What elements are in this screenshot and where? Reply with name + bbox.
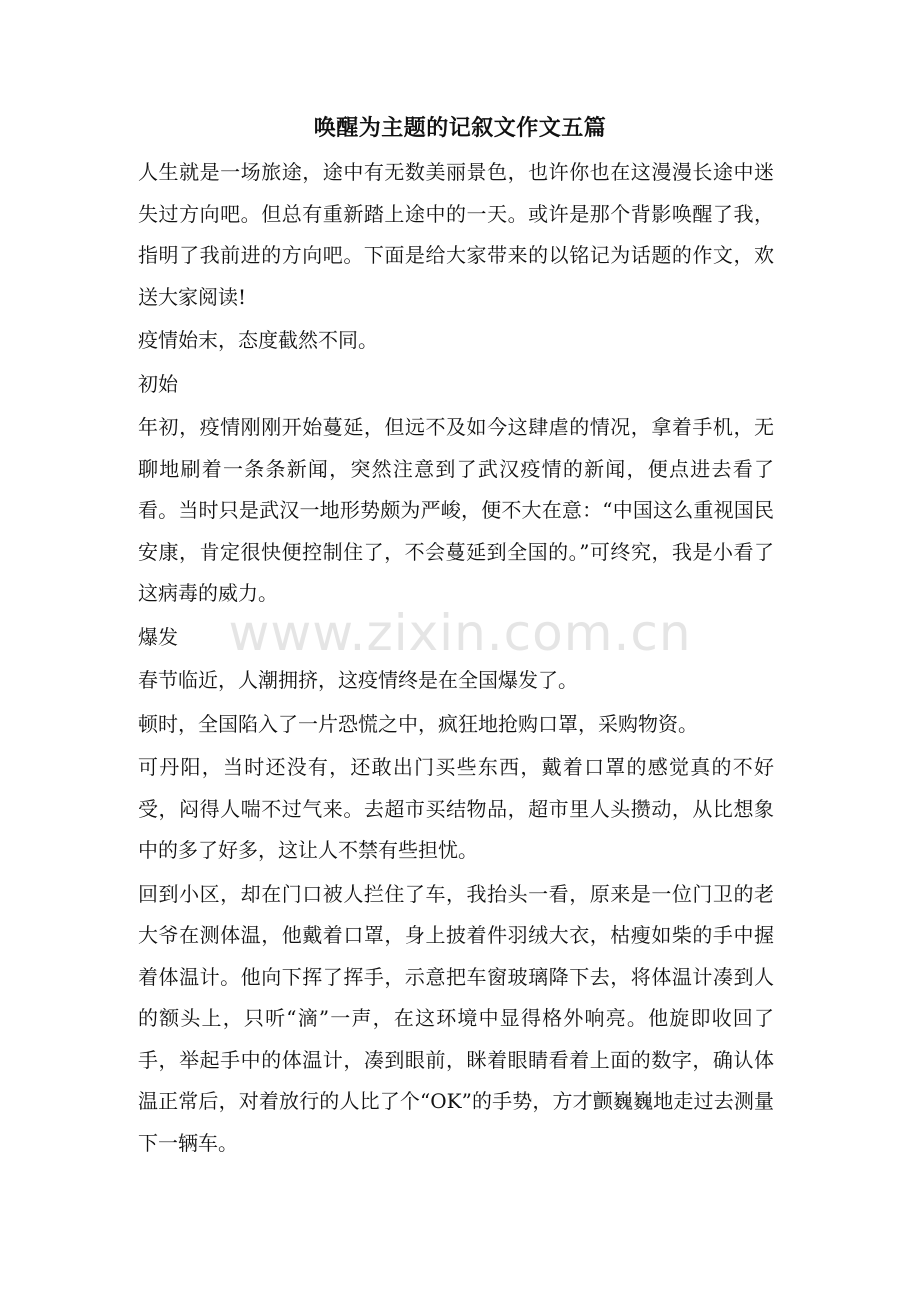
paragraph-summary: 疫情始末，态度截然不同。 (138, 328, 378, 352)
paragraph-panic: 顿时，全国陷入了一片恐慌之中，疯狂地抢购口罩，采购物资。 (138, 711, 698, 736)
paragraph-intro: 人生就是一场旅途，途中有无数美丽景色，也许你也在这漫漫长途中迷失过方向吧。但总有重新踏上途中的一天。或许是那个背影唤醒了我，指明了我前进的方向吧。下面是给大家带来的以铭记为话题的作文，欢送大家阅读! (138, 160, 774, 309)
paragraph-festival: 春节临近，人潮拥挤，这疫情终是在全国爆发了。 (138, 668, 578, 692)
paragraph-start: 年初，疫情刚刚开始蔓延，但远不及如今这肆虐的情况，拿着手机，无聊地刷着一条条新闻，突然注意到了武汉疫情的新闻，便点进去看了看。当时只是武汉一地形势颇为严峻，便不大在意：“中国这么重视国民安康，肯定很快便控制住了，不会蔓延到全国的。”可终究，我是小看了这病毒的威力。 (138, 415, 774, 605)
document-title: 唤醒为主题的记叙文作文五篇 (313, 115, 607, 141)
section-heading-start: 初始 (138, 371, 178, 396)
section-heading-outbreak: 爆发 (138, 624, 178, 649)
paragraph-gatekeeper: 回到小区，却在门口被人拦住了车，我抬头一看，原来是一位门卫的老大爷在测体温，他戴着口罩，身上披着件羽绒大衣，枯瘦如柴的手中握着体温计。他向下挥了挥手，示意把车窗玻璃降下去，将体温计凑到人的额头上，只听“滴”一声，在这环境中显得格外响亮。他旋即收回了手，举起手中的体温计，凑到眼前，眯着眼睛看着上面的数字，确认体温正常后，对着放行的人比了个“OK”的手势，方才颤巍巍地走过去测量下一辆车。 (138, 881, 774, 1155)
watermark-text: www.zixin.com.cn (228, 604, 692, 662)
document-body (138, 152, 774, 1164)
paragraph-danyang: 可丹阳，当时还没有，还敢出门买些东西，戴着口罩的感觉真的不好受，闷得人喘不过气来。去超市买结物品，超市里人头攒动，从比想象中的多了好多，这让人不禁有些担忧。 (138, 755, 774, 862)
